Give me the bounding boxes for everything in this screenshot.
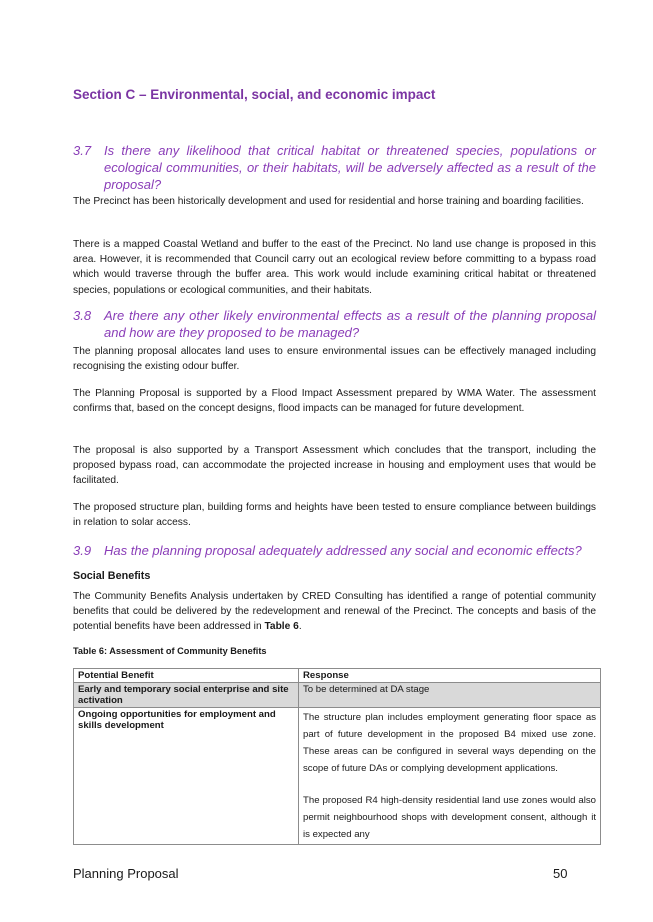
question-text: Are there any other likely environmental effects as a result of the planning proposal and how are they proposed to be managed? <box>104 308 596 340</box>
benefit-cell: Early and temporary social enterprise and site activation <box>74 683 299 708</box>
question-3-9 <box>73 542 596 559</box>
benefit-cell: Ongoing opportunities for employment and skills development <box>74 708 299 845</box>
response-text: To be determined at DA stage <box>303 684 430 695</box>
response-text: The structure plan includes employment generating floor space as part of future development in the proposed B4 mixed use zone. These areas can be configured in several ways depending on the scope of future DAs or complying development applications. <box>303 712 596 774</box>
paragraph-text: The Community Benefits Analysis undertaken by CRED Consulting has identified a range of potential community benefits that could be delivered by the redevelopment and renewal of the Precinct. The concepts and basis of the potential benefits have been addressed in <box>73 591 596 633</box>
column-header-response: Response <box>299 669 601 683</box>
table-row <box>74 683 601 708</box>
paragraph-community-benefits <box>73 589 596 635</box>
social-benefits-heading: Social Benefits <box>73 570 151 582</box>
response-cell <box>299 683 601 708</box>
table-caption: Table 6: Assessment of Community Benefits <box>73 646 267 656</box>
question-3-7 <box>73 142 596 193</box>
response-text: The proposed R4 high-density residential land use zones would also permit neighbourhood shops with development consent, although it is expected any <box>303 795 596 840</box>
question-number: 3.7 <box>73 143 92 158</box>
table-header-row <box>74 669 601 683</box>
paragraph-history: The Precinct has been historically development and used for residential and horse training and boarding facilities. <box>73 196 584 207</box>
page-number: 50 <box>553 866 568 881</box>
section-title: Section C – Environmental, social, and economic impact <box>73 87 436 102</box>
table-reference: Table 6 <box>264 621 299 633</box>
paragraph-solar-access: The proposed structure plan, building forms and heights have been tested to ensure compliance between buildings in relation to solar access. <box>73 502 596 529</box>
question-number: 3.8 <box>73 308 92 323</box>
question-text: Is there any likelihood that critical habitat or threatened species, populations or ecological communities, or their habitats, will be adversely affected as a result of the proposal? <box>104 143 596 192</box>
paragraph-flood: The Planning Proposal is supported by a Flood Impact Assessment prepared by WMA Water. The assessment confirms that, based on the concept designs, flood impacts can be managed for future development. <box>73 388 596 415</box>
question-text: Has the planning proposal adequately addressed any social and economic effects? <box>104 543 582 558</box>
table-row <box>74 708 601 845</box>
paragraph-transport: The proposal is also supported by a Transport Assessment which concludes that the transport, including the proposed bypass road, can accommodate the projected increase in housing and employment uses that would be facilitated. <box>73 445 596 487</box>
paragraph-land-uses: The planning proposal allocates land uses to ensure environmental issues can be effectively managed including recognising the existing odour buffer. <box>73 346 596 373</box>
column-header-benefit: Potential Benefit <box>74 669 299 683</box>
question-3-8 <box>73 307 596 341</box>
paragraph-end: . <box>298 621 302 633</box>
response-cell <box>299 708 601 845</box>
paragraph-coastal-wetland: There is a mapped Coastal Wetland and buffer to the east of the Precinct. No land use change is proposed in this area. However, it is recommended that Council carry out an ecological review before committing to a bypass road which would traverse through the buffer area. This work would include examining critical habitat or threatened species, populations or ecological communities, and their habitats. <box>73 239 596 296</box>
community-benefits-table <box>73 668 601 845</box>
question-number: 3.9 <box>73 543 92 558</box>
footer-document-title: Planning Proposal <box>73 866 179 881</box>
